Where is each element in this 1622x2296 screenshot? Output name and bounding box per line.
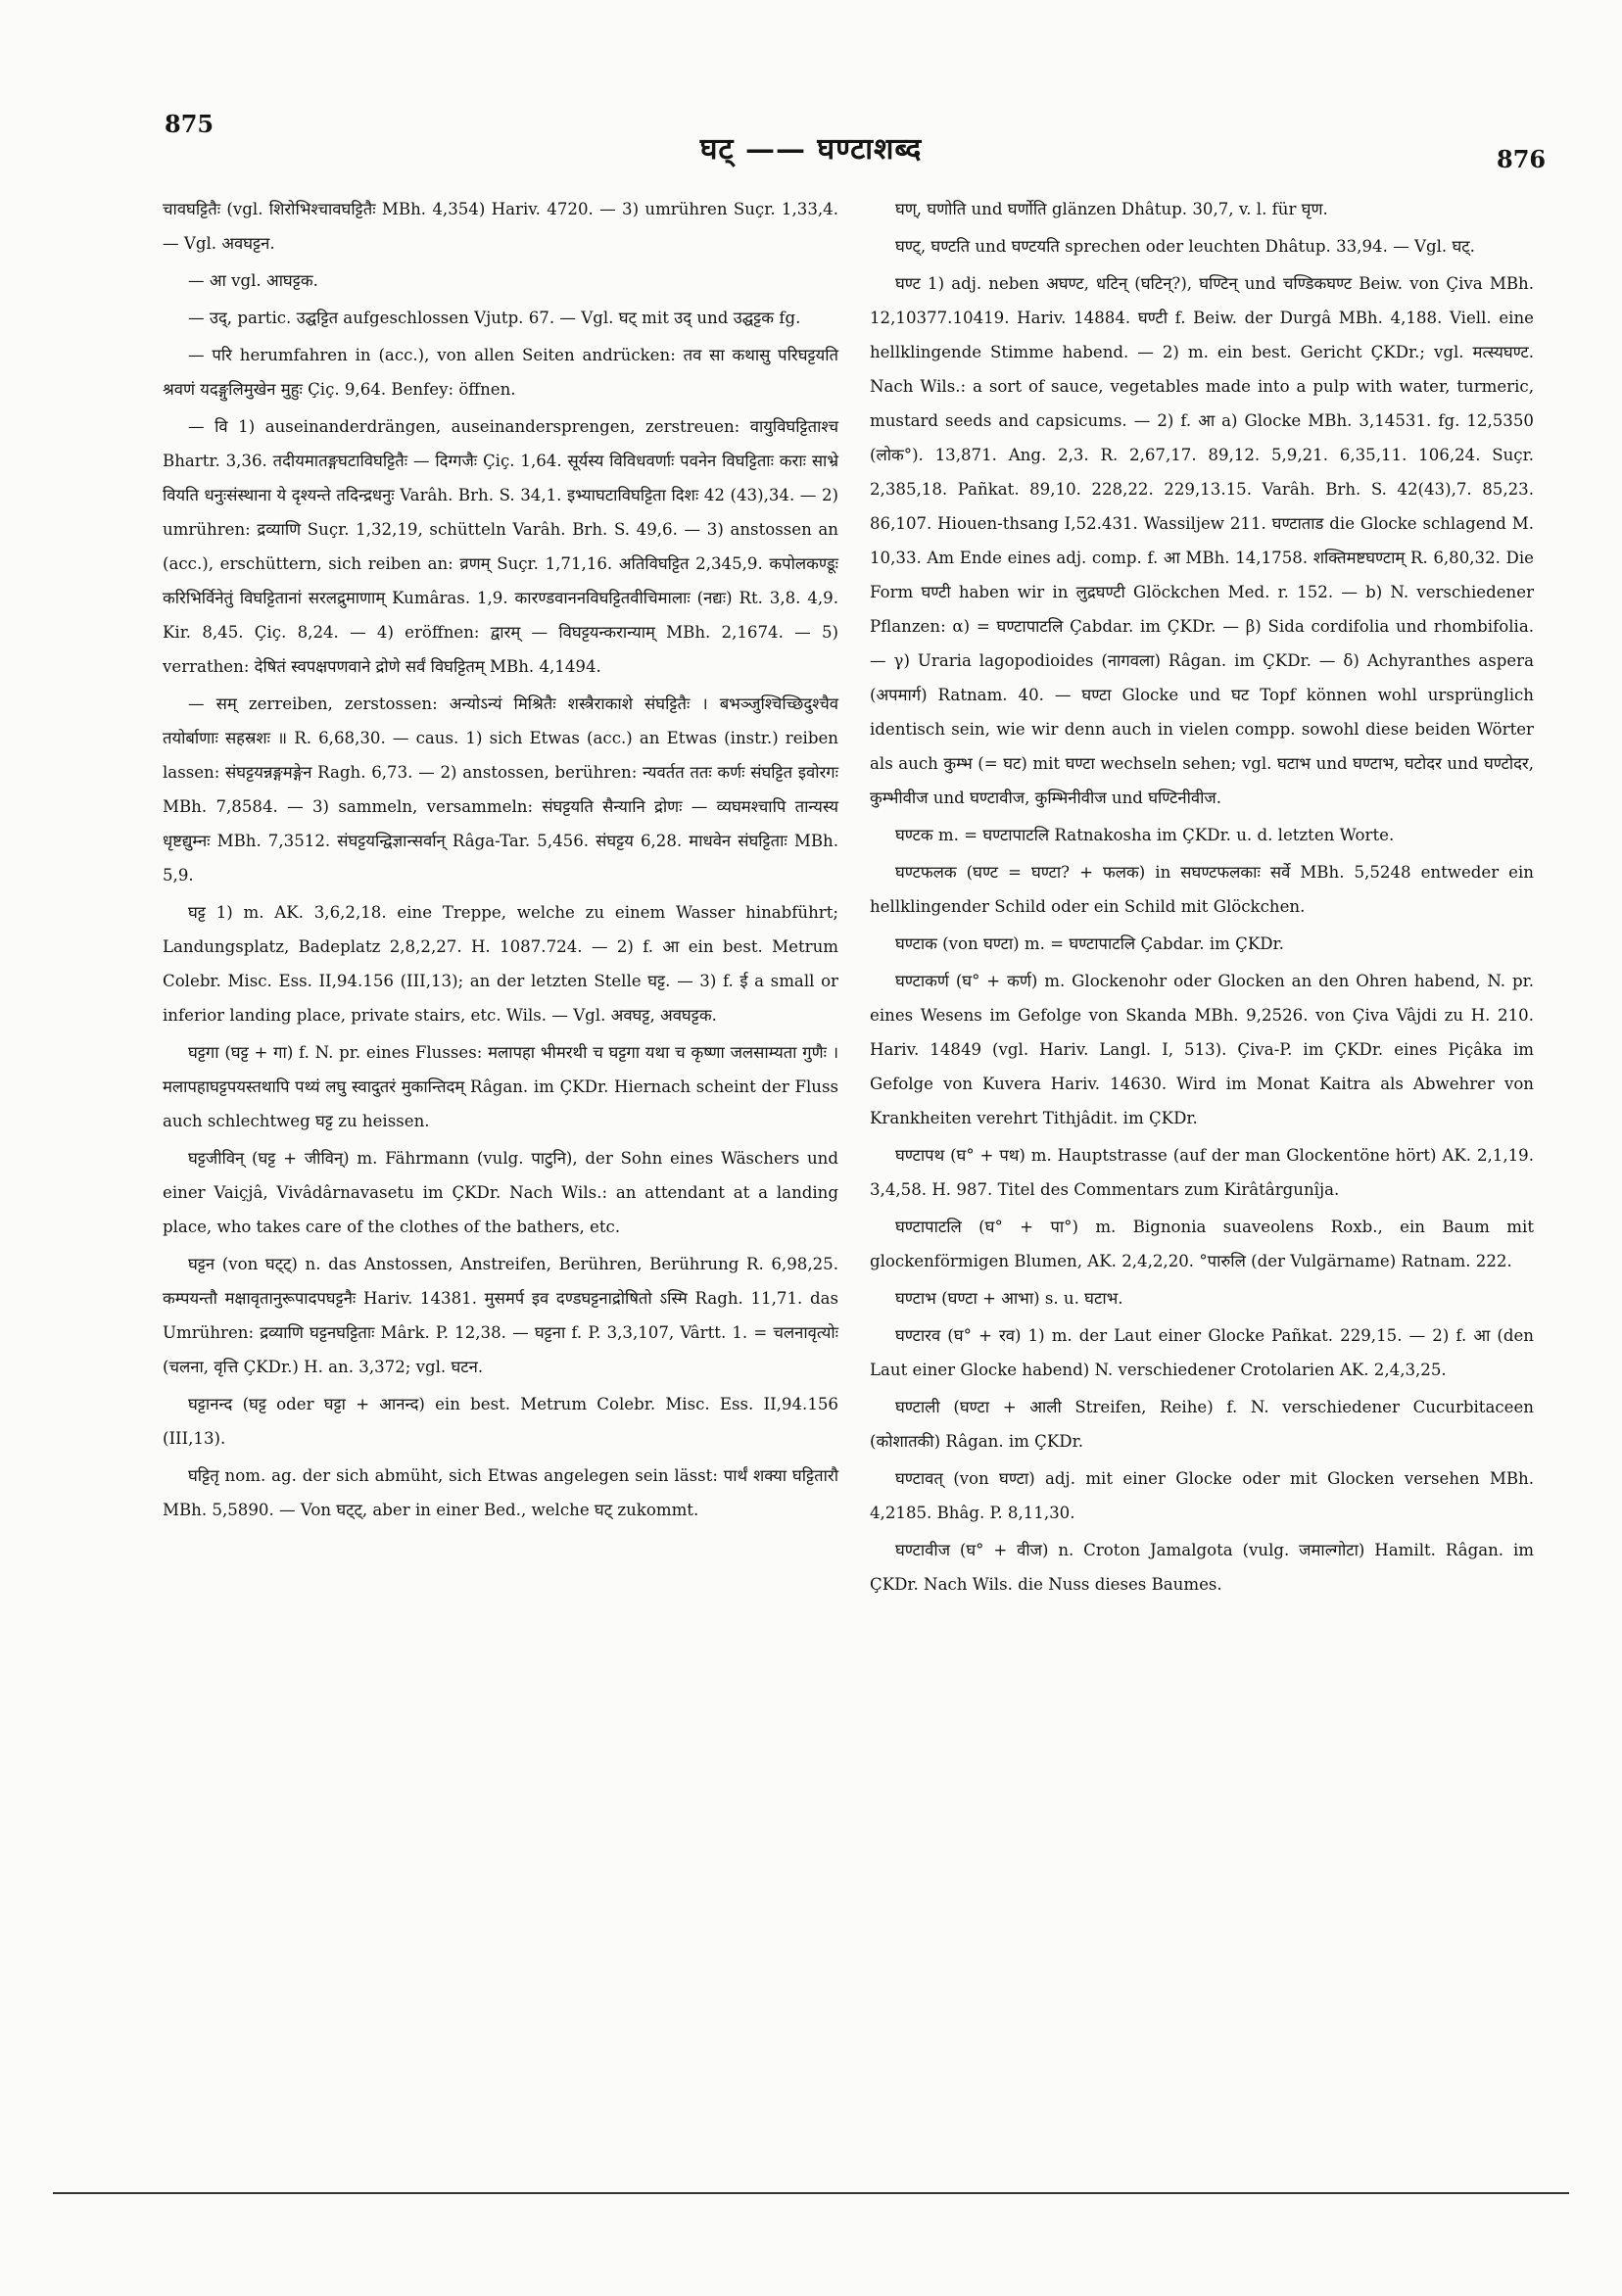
- entry-paragraph: घण्, घणोति und घर्णोति glänzen Dhâtup. 30,7, v. l. für घृण.: [895, 200, 1328, 218]
- entry-paragraph: घण्टापाटलि (घ° + पा°) m. Bignonia suaveolens Roxb., ein Baum mit glockenförmigen Blumen, AK. 2,4,2,20. °पारुलि (der Vulgärname) Ratnam. 222.: [870, 1218, 1534, 1270]
- entry-paragraph: घट्टन (von घट्ट्) n. das Anstossen, Anstreifen, Berühren, Berührung R. 6,98,25. कम्पयन्तौ मक्षावृतानुरूपादपघट्टनैः Hariv. 14381. मुसमर्प इव दण्डघट्टनाद्रोषितो ऽस्मि Ragh. 11,71. das Umrühren: द्रव्याणि घट्टनघट्टिताः Mârk. P. 12,38. — घट्टना f. P. 3,3,107, Vârtt. 1. = चलनावृत्योः (चलना, वृत्ति ÇKDr.) H. an. 3,372; vgl. घटन.: [163, 1255, 838, 1376]
- entry-paragraph: घट्ट 1) m. AK. 3,6,2,18. eine Treppe, welche zu einem Wasser hinabführt; Landungsplatz, Badeplatz 2,8,2,27. H. 1087.724. — 2) f. आ ein best. Metrum Colebr. Misc. Ess. II,94.156 (III,13); an der letzten Stelle घट्ट. — 3) f. ई a small or inferior landing place, private stairs, etc. Wils. — Vgl. अवघट्ट, अवघट्टक.: [163, 903, 838, 1025]
- entry-paragraph: घण्टाभ (घण्टा + आभा) s. u. घटाभ.: [895, 1289, 1123, 1308]
- entry-paragraph: घण्टारव (घ° + रव) 1) m. der Laut einer Glocke Pañkat. 229,15. — 2) f. आ (den Laut einer Glocke habend) N. verschiedener Crotolarien AK. 2,4,3,25.: [870, 1326, 1534, 1379]
- footer-rule: [53, 2192, 1569, 2194]
- entry-paragraph: घण्टावीज (घ° + वीज) n. Croton Jamalgota (vulg. जमाल्गोटा) Hamilt. Râgan. im ÇKDr. Nach Wils. die Nuss dieses Baumes.: [870, 1541, 1534, 1594]
- entry-paragraph: घण्टाली (घण्टा + आली Streifen, Reihe) f. N. verschiedener Cucurbitaceen (कोशातकी) Râgan. im ÇKDr.: [870, 1398, 1534, 1451]
- entry-paragraph: — वि 1) auseinanderdrängen, auseinandersprengen, zerstreuen: वायुविघट्टिताश्च Bhartr. 3,36. तदीयमातङ्गघटाविघट्टितैः — दिग्गजैः Çiç. 1,64. सूर्यस्य विविधवर्णाः पवनेन विघट्टिताः कराः साभ्रे वियति धनुःसंस्थाना ये दृश्यन्ते तदिन्द्रधनुः Varâh. Brh. S. 34,1. इभ्याघटाविघट्टिता दिशः 42 (43),34. — 2) umrühren: द्रव्याणि Suçr. 1,32,19, schütteln Varâh. Brh. S. 49,6. — 3) anstossen an (acc.), erschüttern, sich reiben an: व्रणम् Suçr. 1,71,16. अतिविघट्टित 2,345,9. कपोलकण्डूः करिभिर्विनेतुं विघट्टितानां सरलद्रुमाणाम् Kumâras. 1,9. कारण्डवाननविघट्टितवीचिमालाः (नद्यः) Rt. 3,8. 4,9. Kir. 8,45. Çiç. 8,24. — 4) eröffnen: द्वारम् — विघट्टयन्करान्याम् MBh. 2,1674. — 5) verrathen: देषितं स्वपक्षपणवाने द्रोणे सर्वं विघट्टितम् MBh. 4,1494.: [163, 417, 838, 676]
- entry-paragraph: चावघट्टितैः (vgl. शिरोभिश्चावघट्टितैः MBh. 4,354) Hariv. 4720. — 3) umrühren Suçr. 1,33,4. — Vgl. अवघट्टन.: [163, 200, 838, 253]
- entry-paragraph: घण्टक m. = घण्टापाटलि Ratnakosha im ÇKDr. u. d. letzten Worte.: [895, 826, 1395, 844]
- entry-paragraph: घण्टाक (von घण्टा) m. = घण्टापाटलि Çabdar. im ÇKDr.: [895, 934, 1284, 953]
- entry-paragraph: घण्टापथ (घ° + पथ) m. Hauptstrasse (auf der man Glockentöne hört) AK. 2,1,19. 3,4,58. H. 987. Titel des Commentars zum Kirâtârgunîja.: [870, 1146, 1534, 1199]
- entry-paragraph: घट्टानन्द (घट्ट oder घट्टा + आनन्द) ein best. Metrum Colebr. Misc. Ess. II,94.156 (III,13).: [163, 1395, 838, 1448]
- entry-paragraph: — परि herumfahren in (acc.), von allen Seiten andrücken: तव सा कथासु परिघट्टयति श्रवणं यदङ्गुलिमुखेन मुहुः Çiç. 9,64. Benfey: öffnen.: [163, 346, 838, 399]
- entry-paragraph: घण्टाकर्ण (घ° + कर्ण) m. Glockenohr oder Glocken an den Ohren habend, N. pr. eines Wesens im Gefolge von Skanda MBh. 9,2526. von Çiva Vâjdi zu H. 210. Hariv. 14849 (vgl. Hariv. Langl. I, 513). Çiva-P. im ÇKDr. eines Piçâka im Gefolge von Kuvera Hariv. 14630. Wird im Monat Kaitra als Abwehrer von Krankheiten verehrt Tithjâdit. im ÇKDr.: [870, 972, 1534, 1127]
- right-page-number: 876: [1497, 145, 1547, 173]
- entry-paragraph: घट्टजीविन् (घट्ट + जीविन्) m. Fährmann (vulg. पाटुनि), der Sohn eines Wäschers und einer Vaiçjâ, Vivâdârnavasetu im ÇKDr. Nach Wils.: an attendant at a landing place, who takes care of the clothes of the bathers, etc.: [163, 1149, 838, 1236]
- right-column: [870, 192, 1534, 1604]
- left-column: [163, 192, 838, 1530]
- entry-paragraph: घण्टफलक (घण्ट = घण्टा? + फलक) in सघण्टफलकाः सर्वे MBh. 5,5248 entweder ein hellklingender Schild oder ein Schild mit Glöckchen.: [870, 863, 1534, 916]
- entry-paragraph: — आ vgl. आघट्टक.: [188, 271, 318, 290]
- entry-paragraph: घट्टितृ nom. ag. der sich abmüht, sich Etwas angelegen sein lässt: पार्थं शक्या घट्टितारौ MBh. 5,5890. — Von घट्ट्, aber in einer Bed., welche घट् zukommt.: [163, 1466, 838, 1519]
- entry-paragraph: — उद्, partic. उद्घट्टित aufgeschlossen Vjutp. 67. — Vgl. घट् mit उद् und उद्घट्टक fg.: [188, 309, 801, 327]
- entry-paragraph: — सम् zerreiben, zerstossen: अन्योऽन्यं मिश्रितैः शस्त्रैराकाशे संघट्टितैः । बभञ्जुश्चिच्छिदुश्चैव तयोर्बाणाः सहस्रशः ॥ R. 6,68,30. — caus. 1) sich Etwas (acc.) an Etwas (instr.) reiben lassen: संघट्टयन्नङ्गमङ्गेन Ragh. 6,73. — 2) anstossen, berühren: न्यवर्तत ततः कर्णः संघट्टित इवोरगः MBh. 7,8584. — 3) sammeln, versammeln: संघट्टयति सैन्यानि द्रोणः — व्यघमश्चापि तान्यस्य धृष्टद्युम्नः MBh. 7,3512. संघट्टयन्द्विज्ञान्सर्वान् Râga-Tar. 5,456. संघट्टय 6,28. माधवेन संघट्टिताः MBh. 5,9.: [163, 694, 838, 885]
- entry-paragraph: घण्टावत् (von घण्टा) adj. mit einer Glocke oder mit Glocken versehen MBh. 4,2185. Bhâg. P. 8,11,30.: [870, 1469, 1534, 1522]
- entry-paragraph: घण्ट 1) adj. neben अघण्ट, धटिन् (घटिन्?), घण्टिन् und चण्डिकघण्ट Beiw. von Çiva MBh. 12,10377.10419. Hariv. 14884. घण्टी f. Beiw. der Durgâ MBh. 4,188. Viell. eine hellklingende Stimme habend. — 2) m. ein best. Gericht ÇKDr.; vgl. मत्स्यघण्ट. Nach Wils.: a sort of sauce, vegetables made into a pulp with water, turmeric, mustard seeds and capsicums. — 2) f. आ a) Glocke MBh. 3,14531. fg. 12,5350 (लोक°). 13,871. Ang. 2,3. R. 2,67,17. 89,12. 5,9,21. 6,35,11. 106,24. Suçr. 2,385,18. Pañkat. 89,10. 228,22. 229,13.15. Varâh. Brh. S. 42(43),7. 85,23. 86,107. Hiouen-thsang I,52.431. Wassiljew 211. घण्टाताड die Glocke schlagend M. 10,33. Am Ende eines adj. comp. f. आ MBh. 14,1758. शक्तिमष्टघण्टाम् R. 6,80,32. Die Form घण्टी haben wir in लुद्रघण्टी Glöckchen Med. r. 152. — b) N. verschiedener Pflanzen: α) = घण्टापाटलि Çabdar. im ÇKDr. — β) Sida cordifolia und rhombifolia. — γ) Uraria lagopodioides (नागवला) Râgan. im ÇKDr. — δ) Achyranthes aspera (अपमार्ग) Ratnam. 40. — घण्टा Glocke und घट Topf können wohl ursprünglich identisch sein, wie wir denn auch in vielen compp. sowohl diese beiden Wörter als auch कुम्भ (= घट) mit घण्टा wechseln sehen; vgl. घटाभ und घण्टाभ, घटोदर und घण्टोदर, कुम्भीवीज und घण्टावीज, कुम्भिनीवीज und घण्टिनीवीज.: [870, 274, 1534, 807]
- left-page-number: 875: [165, 110, 215, 138]
- running-head: घट् —— घण्टाशब्द: [699, 132, 923, 167]
- entry-paragraph: घट्टगा (घट्ट + गा) f. N. pr. eines Flusses: मलापहा भीमरथी च घट्टगा यथा च कृष्णा जलसाम्यता गुणैः । मलापहाघट्टपयस्तथापि पथ्यं लघु स्वादुतरं मुकान्तिदम् Râgan. im ÇKDr. Hiernach scheint der Fluss auch schlechtweg घट्ट zu heissen.: [163, 1043, 838, 1130]
- entry-paragraph: घण्ट्, घण्टति und घण्टयति sprechen oder leuchten Dhâtup. 33,94. — Vgl. घट्.: [895, 237, 1475, 256]
